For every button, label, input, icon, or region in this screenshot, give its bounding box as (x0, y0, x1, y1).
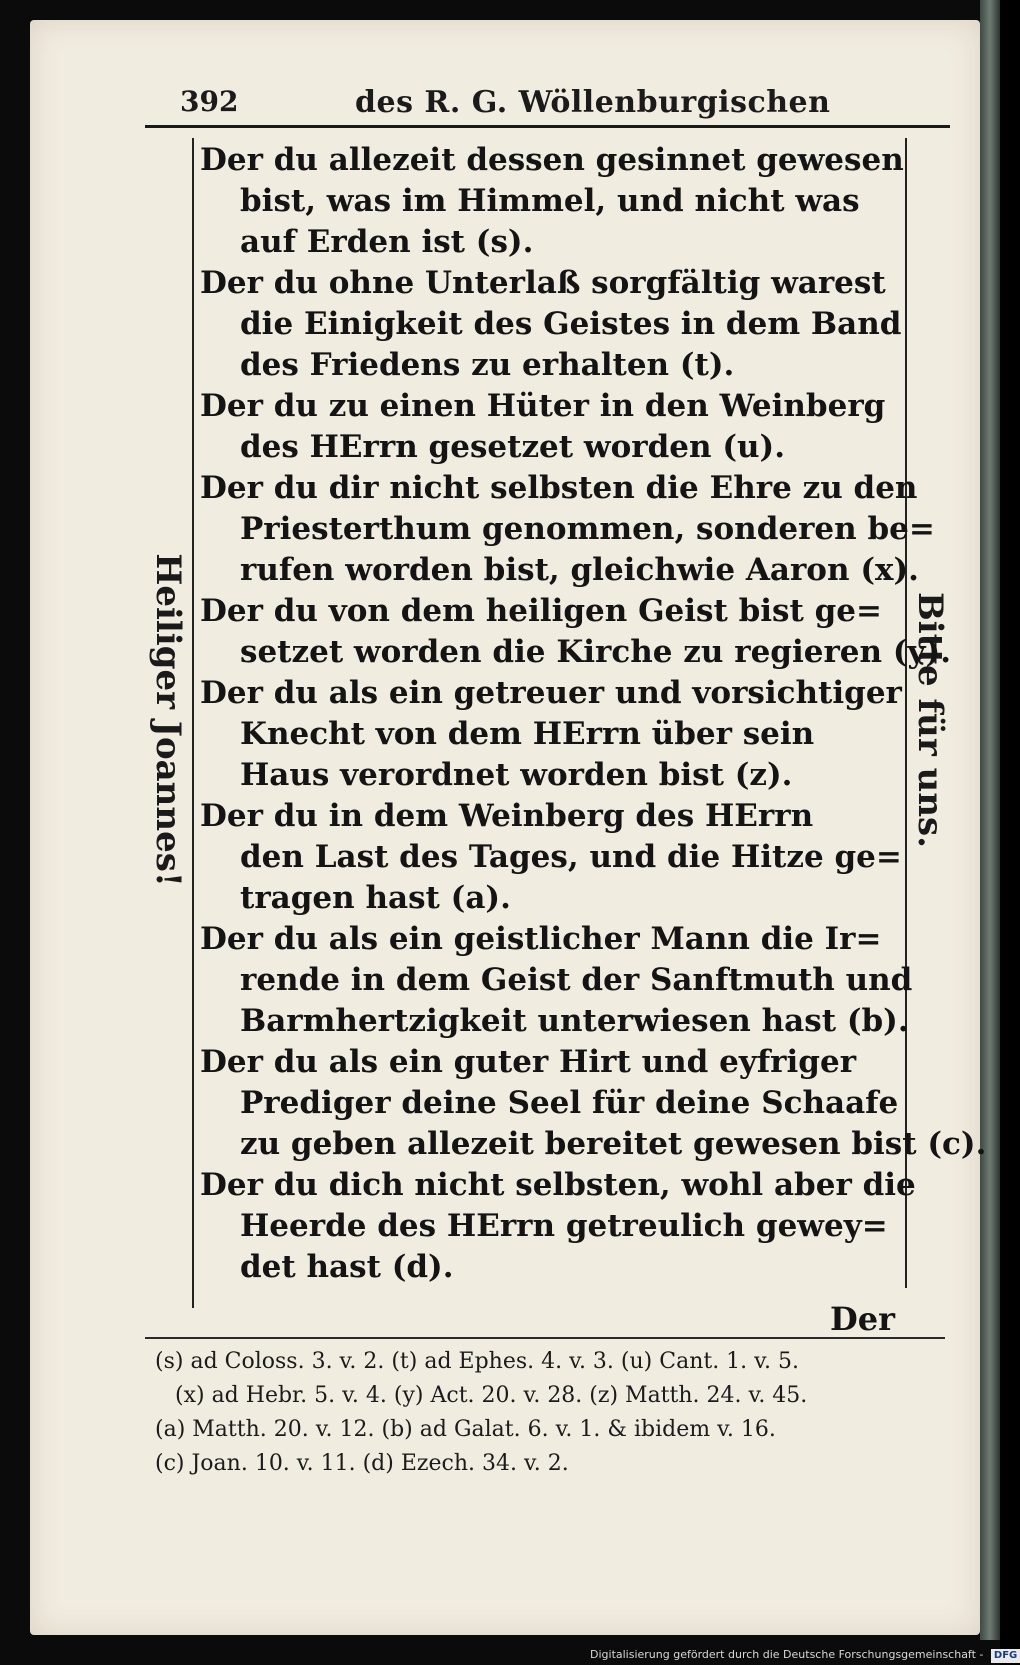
text-line: Heerde des HErrn getreulich gewey= (240, 1208, 888, 1244)
text-line: Priesterthum genommen, sonderen be= (240, 511, 935, 547)
book-edge (980, 0, 1000, 1640)
text-line: Knecht von dem HErrn über sein (240, 716, 815, 752)
text-line: setzet worden die Kirche zu regieren (y). (240, 634, 952, 670)
text-line: Der du von dem heiligen Geist bist ge= (200, 593, 882, 629)
left-side-text: Heiliger Joannes! (148, 553, 188, 887)
text-line: Prediger deine Seel für deine Schaafe (240, 1085, 899, 1121)
footnotes (155, 1345, 955, 1505)
catchword: Der (830, 1300, 895, 1338)
text-line: Der du allezeit dessen gesinnet gewesen (200, 142, 904, 178)
text-line: det hast (d). (240, 1249, 454, 1285)
footnote-line: (a) Matth. 20. v. 12. (b) ad Galat. 6. v. 1. & ibidem v. 16. (155, 1417, 776, 1442)
header-rule (145, 125, 950, 128)
text-line: Der du dich nicht selbsten, wohl aber die (200, 1167, 916, 1203)
text-line: Barmhertzigkeit unterwiesen hast (b). (240, 1003, 909, 1039)
text-line: tragen hast (a). (240, 880, 511, 916)
dfg-logo: DFG (991, 1649, 1020, 1663)
text-line: rufen worden bist, gleichwie Aaron (x). (240, 552, 919, 588)
running-head (180, 85, 950, 127)
text-line: Der du ohne Unterlaß sorgfältig warest (200, 265, 886, 301)
text-line: Der du in dem Weinberg des HErrn (200, 798, 814, 834)
footnote-rule (145, 1337, 945, 1339)
text-line: Der du als ein getreuer und vorsichtiger (200, 675, 902, 711)
text-line: Der du zu einen Hüter in den Weinberg (200, 388, 886, 424)
text-line: den Last des Tages, und die Hitze ge= (240, 839, 902, 875)
running-title: des R. G. Wöllenburgischen (355, 85, 831, 120)
footnote-line: (x) ad Hebr. 5. v. 4. (y) Act. 20. v. 28. (z) Matth. 24. v. 45. (175, 1383, 808, 1408)
text-line: die Einigkeit des Geistes in dem Band (240, 306, 902, 342)
text-line: Der du als ein geistlicher Mann die Ir= (200, 921, 882, 957)
text-line: des Friedens zu erhalten (t). (240, 347, 735, 383)
text-line: des HErrn gesetzet worden (u). (240, 429, 785, 465)
text-line: bist, was im Himmel, und nicht was (240, 183, 860, 219)
text-line: Haus verordnet worden bist (z). (240, 757, 793, 793)
digitization-credit (590, 1645, 1018, 1665)
text-line: Der du dir nicht selbsten die Ehre zu den (200, 470, 918, 506)
text-line: rende in dem Geist der Sanftmuth und (240, 962, 913, 998)
right-side-text: Bitte für uns. (910, 591, 950, 849)
text-line: Der du als ein guter Hirt und eyfriger (200, 1044, 857, 1080)
footnote-line: (s) ad Coloss. 3. v. 2. (t) ad Ephes. 4. v. 3. (u) Cant. 1. v. 5. (155, 1349, 799, 1374)
credit-text: Digitalisierung gefördert durch die Deutsche Forschungsgemeinschaft - (590, 1648, 984, 1661)
text-line: auf Erden ist (s). (240, 224, 534, 260)
text-line: zu geben allezeit bereitet gewesen bist (c). (240, 1126, 987, 1162)
page-number: 392 (180, 85, 239, 118)
footnote-line: (c) Joan. 10. v. 11. (d) Ezech. 34. v. 2. (155, 1451, 569, 1476)
